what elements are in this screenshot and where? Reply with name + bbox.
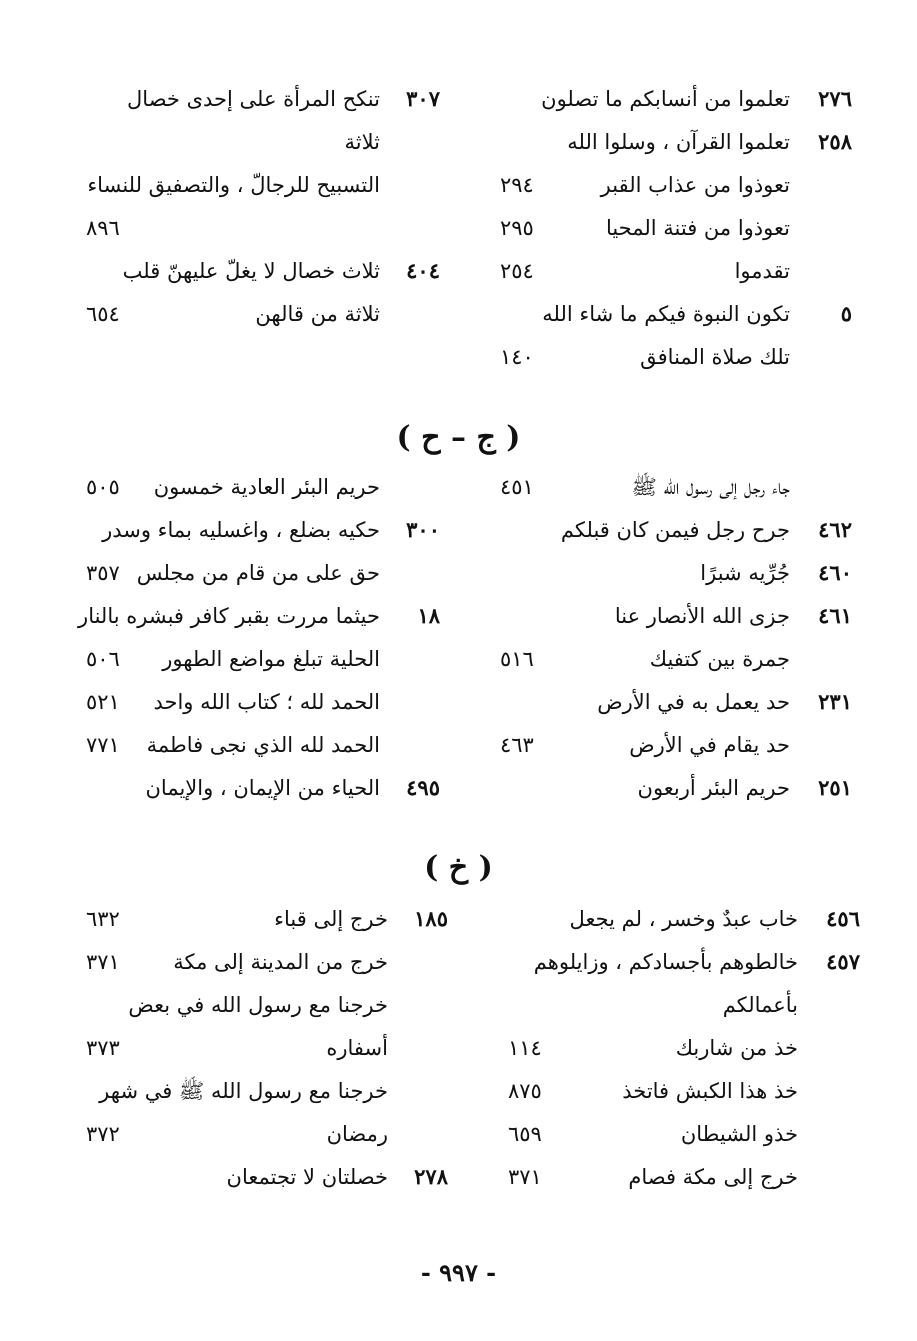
index-entry	[480, 294, 852, 334]
index-entry	[80, 596, 440, 636]
entry-page-ref: ٢٩٥	[500, 216, 534, 240]
entry-page-ref: ٧٧١	[86, 733, 120, 757]
entry-number: ٤٥٦	[826, 906, 860, 931]
entry-text: حريم البئر العادية خمسون	[153, 475, 380, 499]
entry-text: حيثما مررت بقبر كافر فبشره بالنار	[78, 604, 380, 628]
index-entry	[480, 985, 860, 1025]
entry-text: تكون النبوة فيكم ما شاء الله	[542, 302, 790, 326]
entry-text: الحلية تبلغ مواضع الطهور	[162, 647, 380, 671]
index-entry	[480, 725, 852, 765]
entry-text: الحمد لله ؛ كتاب الله واحد	[153, 690, 380, 714]
entry-text: خرج إلى قباء	[274, 907, 388, 931]
entry-page-ref: ٤٦٣	[500, 733, 534, 757]
index-entry	[480, 251, 852, 291]
entry-text: خرج إلى مكة فصام	[628, 1165, 798, 1189]
entry-page-ref: ٣٥٧	[86, 561, 120, 585]
entry-page-ref: ٣٧٣	[86, 1036, 120, 1060]
entry-text: جزى الله الأنصار عنا	[614, 604, 790, 628]
index-entry	[80, 942, 448, 982]
entry-page-ref: ٢٥٤	[500, 259, 534, 283]
entry-text: الحياء من الإيمان ، والإيمان	[145, 776, 380, 800]
index-entry	[80, 768, 440, 808]
entry-text: حكيه بضلع ، واغسليه بماء وسدر	[102, 518, 380, 542]
index-entry	[80, 510, 440, 550]
entry-text: أسفاره	[326, 1036, 388, 1060]
index-entry	[480, 682, 852, 722]
section-heading: ( ج – ح )	[396, 420, 521, 455]
entry-page-ref: ٨٧٥	[508, 1079, 542, 1103]
entry-page-ref: ٥١٦	[500, 647, 534, 671]
entry-number: ٢٧٨	[414, 1164, 448, 1189]
entry-text: التسبيح للرجالّ ، والتصفيق للنساء	[87, 173, 380, 197]
entry-text: خذو الشيطان	[680, 1122, 798, 1146]
entry-text: تنكح المرأة على إحدى خصال	[127, 87, 380, 111]
index-entry	[480, 1071, 860, 1111]
entry-text: تعوذوا من عذاب القبر	[600, 173, 790, 197]
entry-text: تعلموا من أنسابكم ما تصلون	[541, 87, 790, 111]
entry-text: تلك صلاة المنافق	[640, 345, 790, 369]
entry-text: جاء رجل إلى رسول الله ﷺ	[631, 475, 790, 499]
entry-page-ref: ٦٣٢	[86, 907, 120, 931]
entry-text: جُرِّيه شبرًا	[700, 561, 790, 585]
entry-text: خرجنا مع رسول الله في بعض	[128, 993, 388, 1017]
entry-number: ٢٣١	[818, 689, 852, 714]
entry-page-ref: ٥٢١	[86, 690, 120, 714]
entry-text: جرح رجل فيمن كان قبلكم	[560, 518, 790, 542]
index-entry	[480, 122, 852, 162]
index-entry	[480, 768, 852, 808]
entry-text: خصلتان لا تجتمعان	[226, 1165, 388, 1189]
index-entry	[480, 553, 852, 593]
entry-number: ٥	[840, 301, 852, 326]
index-entry	[480, 639, 852, 679]
entry-number: ٢٥٨	[818, 129, 852, 154]
entry-page-ref: ٣٧١	[86, 950, 120, 974]
entry-text: خالطوهم بأجسادكم ، وزايلوهم	[533, 950, 798, 974]
index-entry	[480, 165, 852, 205]
entry-page-ref: ٣٧١	[508, 1165, 542, 1189]
entry-text: حريم البئر أربعون	[637, 776, 790, 800]
index-entry	[480, 1114, 860, 1154]
entry-number: ٣٠٠	[406, 517, 440, 542]
index-entry	[80, 682, 440, 722]
entry-number: ٤٦٠	[818, 560, 852, 585]
entry-number: ١٨٥	[414, 906, 448, 931]
index-entry	[80, 985, 448, 1025]
index-entry	[480, 337, 852, 377]
index-entry	[480, 510, 852, 550]
entry-number: ٢٥١	[818, 775, 852, 800]
entry-text: خرجنا مع رسول الله ﷺ في شهر	[99, 1079, 388, 1103]
entry-text: حد يعمل به في الأرض	[597, 690, 790, 714]
index-entry	[80, 899, 448, 939]
index-entry	[80, 639, 440, 679]
index-entry	[480, 596, 852, 636]
index-entry	[480, 1157, 860, 1197]
index-entry	[80, 251, 440, 291]
entry-text: تقدموا	[734, 259, 790, 283]
index-entry	[80, 1157, 448, 1197]
entry-page-ref: ١٤٠	[500, 345, 534, 369]
entry-number: ٤٥٧	[826, 949, 860, 974]
index-entry	[80, 79, 440, 119]
entry-page-ref: ٦٥٤	[86, 302, 120, 326]
index-entry	[80, 1071, 448, 1111]
index-entry	[480, 1028, 860, 1068]
entry-page-ref: ٥٠٥	[86, 475, 120, 499]
entry-page-ref: ٣٧٢	[86, 1122, 120, 1146]
index-entry	[80, 1114, 448, 1154]
entry-page-ref: ٨٩٦	[86, 216, 120, 240]
entry-number: ٣٠٧	[406, 86, 440, 111]
entry-number: ٤٩٥	[406, 775, 440, 800]
entry-text: خذ هذا الكبش فاتخذ	[622, 1079, 798, 1103]
index-entry	[480, 899, 860, 939]
index-entry	[480, 942, 860, 982]
entry-text: تعوذوا من فتنة المحيا	[605, 216, 790, 240]
entry-page-ref: ٢٩٤	[500, 173, 534, 197]
index-entry	[80, 1028, 448, 1068]
entry-page-ref: ١١٤	[508, 1036, 542, 1060]
index-entry	[480, 79, 852, 119]
entry-text: ثلاثة من قالهن	[255, 302, 380, 326]
index-entry	[480, 208, 852, 248]
entry-text: خاب عبدٌ وخسر ، لم يجعل	[569, 907, 798, 931]
entry-number: ٤٦٢	[818, 517, 852, 542]
entry-text: ثلاث خصال لا يغلّ عليهنّ قلب	[122, 259, 380, 283]
entry-number: ٤٠٤	[406, 258, 440, 283]
section-heading: ( خ )	[424, 850, 493, 885]
entry-text: بأعمالكم	[722, 993, 798, 1017]
page-number: - ٩٩٧ -	[420, 1258, 497, 1287]
index-entry	[80, 165, 440, 205]
entry-page-ref: ٤٥١	[500, 475, 534, 499]
entry-text: جمرة بين كتفيك	[649, 647, 790, 671]
index-entry	[80, 553, 440, 593]
entry-number: ١٨	[417, 603, 440, 628]
entry-page-ref: ٦٥٩	[508, 1122, 542, 1146]
index-entry	[80, 467, 440, 507]
index-entry	[80, 725, 440, 765]
index-entry	[80, 208, 440, 248]
index-entry	[480, 467, 852, 507]
entry-text: ثلاثة	[344, 130, 380, 154]
entry-text: حد يقام في الأرض	[629, 733, 790, 757]
entry-text: خرج من المدينة إلى مكة	[173, 950, 388, 974]
entry-text: خذ من شاربك	[675, 1036, 798, 1060]
index-entry	[80, 122, 440, 162]
entry-text: تعلموا القرآن ، وسلوا الله	[567, 130, 790, 154]
index-entry	[80, 294, 440, 334]
entry-number: ٢٧٦	[818, 86, 852, 111]
entry-text: رمضان	[326, 1122, 388, 1146]
entry-text: الحمد لله الذي نجى فاطمة	[146, 733, 380, 757]
entry-number: ٤٦١	[818, 603, 852, 628]
entry-page-ref: ٥٠٦	[86, 647, 120, 671]
entry-text: حق على من قام من مجلس	[136, 561, 380, 585]
